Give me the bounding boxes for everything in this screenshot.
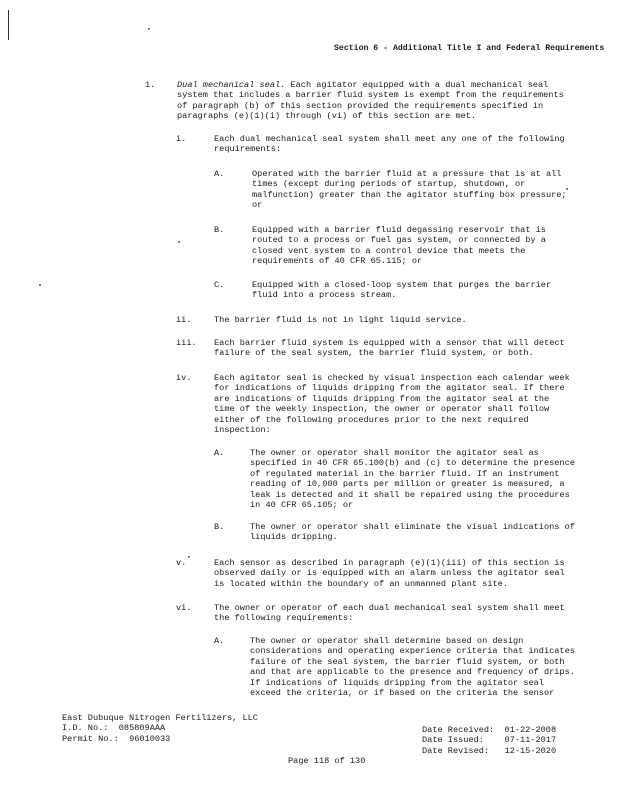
sub-i-number: i. <box>176 134 187 144</box>
sub-iv-line: Each agitator seal is checked by visual inspection each calendar week <box>214 373 570 383</box>
sub-iii-number: iii. <box>176 338 197 348</box>
sub-iv-line: time of the weekly inspection, the owner or operator shall follow <box>214 404 550 415</box>
sub-i-c-line: fluid into a process stream. <box>252 290 397 301</box>
sub-iv-a-line: in 40 CFR 65.105; or <box>250 500 354 511</box>
sub-iv-number: iv. <box>176 373 192 383</box>
sub-i-line: requirements: <box>214 144 282 155</box>
sub-iii-body <box>214 338 565 359</box>
footer-permit-value: 96010033 <box>129 733 171 744</box>
footer-revised-value: 12-15-2020 <box>504 745 557 756</box>
sub-iv-body <box>214 373 570 435</box>
sub-iv-line: are indications of liquids dripping from the agitator seal at the <box>214 393 550 404</box>
footer-revised-label: Date Revised: <box>422 745 490 756</box>
sub-vi-a-body <box>250 636 575 698</box>
sub-i-b-body <box>252 225 546 267</box>
sub-i-c-line: Equipped with a closed-loop system that purges the barrier <box>252 280 552 290</box>
sub-iv-line: inspection: <box>214 425 271 436</box>
sub-i-line: Each dual mechanical seal system shall meet any one of the following <box>214 134 565 144</box>
scan-speck <box>148 28 150 30</box>
sub-ii-line: The barrier fluid is not in light liquid service. <box>214 315 467 325</box>
sub-i-b-line: Equipped with a barrier fluid degassing reservoir that is <box>252 225 546 235</box>
scan-speck <box>39 284 41 286</box>
sub-iv-line: for indications of liquids dripping from the agitator seal. If there <box>214 383 565 394</box>
sub-iii-line: failure of the seal system, the barrier fluid system, or both. <box>214 348 534 359</box>
sub-vi-a-line: considerations and operating experience criteria that indicates <box>250 646 575 657</box>
footer-issued-label: Date Issued: <box>422 735 484 746</box>
sub-vi-body <box>214 603 565 624</box>
sub-iv-a-line: The owner or operator shall monitor the agitator seal as <box>250 448 539 458</box>
sub-ii-number: ii. <box>176 315 192 325</box>
footer-received-label: Date Received: <box>422 725 495 735</box>
footer-left <box>62 713 258 744</box>
sub-i-a-number: A. <box>214 169 225 179</box>
footer-id-label: I.D. No.: <box>62 723 109 734</box>
sub-i-c-body <box>252 280 551 301</box>
sub-vi-line: the following requirements: <box>214 613 354 624</box>
item-1-body <box>177 80 607 122</box>
section-header: Section 6 - Additional Title I and Federal Requirements <box>334 44 605 53</box>
footer-right <box>422 725 556 756</box>
sub-i-a-line: malfunction) greater than the agitator stuffing box pressure; <box>252 189 567 200</box>
item-1-number: 1. <box>145 80 156 90</box>
sub-i-b-number: B. <box>214 225 225 235</box>
page-number: Page 118 of 130 <box>288 756 366 766</box>
sub-i-b-line: routed to a process or fuel gas system, or connected by a <box>252 235 546 246</box>
item-1-title: Dual mechanical seal. <box>177 80 286 90</box>
sub-i-b-line: closed vent system to a control device that meets the <box>252 245 526 256</box>
footer-received-value: 01-22-2008 <box>504 725 557 735</box>
sub-iv-a-line: of regulated material in the barrier fluid. If an instrument <box>250 468 560 479</box>
sub-iv-a-body <box>250 448 575 510</box>
item-1-line: of paragraph (b) of this section provided the requirements specified in <box>177 100 544 111</box>
sub-vi-a-line: and that are applicable to the presence and frequency of drips. <box>250 667 575 678</box>
sub-iv-a-line: specified in 40 CFR 65.100(b) and (c) to determine the presence <box>250 458 575 469</box>
sub-iv-line: either of the following procedures prior to the next required <box>214 414 529 425</box>
sub-vi-a-line: If indications of liquids dripping from the agitator seal <box>250 677 544 688</box>
sub-i-a-line: times (except during periods of startup, shutdown, or <box>252 179 526 190</box>
sub-vi-a-line: The owner or operator shall determine based on design <box>250 636 524 646</box>
item-1-line: Each agitator equipped with a dual mechanical seal <box>290 80 549 90</box>
sub-v-line: observed daily or is equipped with an alarm unless the agitator seal <box>214 568 565 579</box>
sub-vi-a-line: exceed the criteria, or if based on the criteria the sensor <box>250 688 555 699</box>
sub-iv-a-line: reading of 10,000 parts per million or greater is measured, a <box>250 479 565 490</box>
sub-i-b-line: requirements of 40 CFR 65.115; or <box>252 256 423 267</box>
sub-iv-b-line: The owner or operator shall eliminate the visual indications of <box>250 522 575 532</box>
scan-speck <box>178 241 180 243</box>
sub-vi-line: The owner or operator of each dual mechanical seal system shall meet <box>214 603 565 613</box>
footer-id-value: 085809AAA <box>118 723 166 734</box>
sub-i-a-body <box>252 169 567 211</box>
sub-v-number: v. <box>176 558 187 568</box>
sub-vi-a-number: A. <box>214 636 225 646</box>
sub-iv-b-line: liquids dripping. <box>250 532 338 543</box>
sub-i-a-line: or <box>252 200 263 211</box>
sub-v-body <box>214 558 565 589</box>
footer-permit-label: Permit No.: <box>62 733 119 744</box>
scan-margin-line <box>8 10 9 40</box>
footer-company: East Dubuque Nitrogen Fertilizers, LLC <box>62 713 258 723</box>
item-1-line: system that includes a barrier fluid system is exempt from the requirements <box>177 90 564 101</box>
sub-i-body <box>214 134 565 155</box>
scan-speck <box>188 556 190 558</box>
sub-vi-a-line: failure of the seal system, the barrier fluid system, or both <box>250 656 565 667</box>
sub-i-a-line: Operated with the barrier fluid at a pressure that is at all <box>252 169 562 179</box>
sub-iii-line: Each barrier fluid system is equipped with a sensor that will detect <box>214 338 565 348</box>
footer-issued-value: 07-11-2017 <box>504 735 557 746</box>
sub-v-line: Each sensor as described in paragraph (e)(1)(iii) of this section is <box>214 558 565 568</box>
item-1-line: paragraphs (e)(1)(i) through (vi) of this section are met. <box>177 111 477 122</box>
sub-iv-b-body <box>250 522 575 543</box>
sub-v-line: is located within the boundary of an unmanned plant site. <box>214 578 508 589</box>
sub-vi-number: vi. <box>176 603 192 613</box>
sub-iv-a-number: A. <box>214 448 225 458</box>
sub-i-c-number: C. <box>214 280 225 290</box>
sub-iv-b-number: B. <box>214 522 225 532</box>
sub-iv-a-line: leak is detected and it shall be repaired using the procedures <box>250 489 570 500</box>
scan-speck <box>566 188 568 190</box>
